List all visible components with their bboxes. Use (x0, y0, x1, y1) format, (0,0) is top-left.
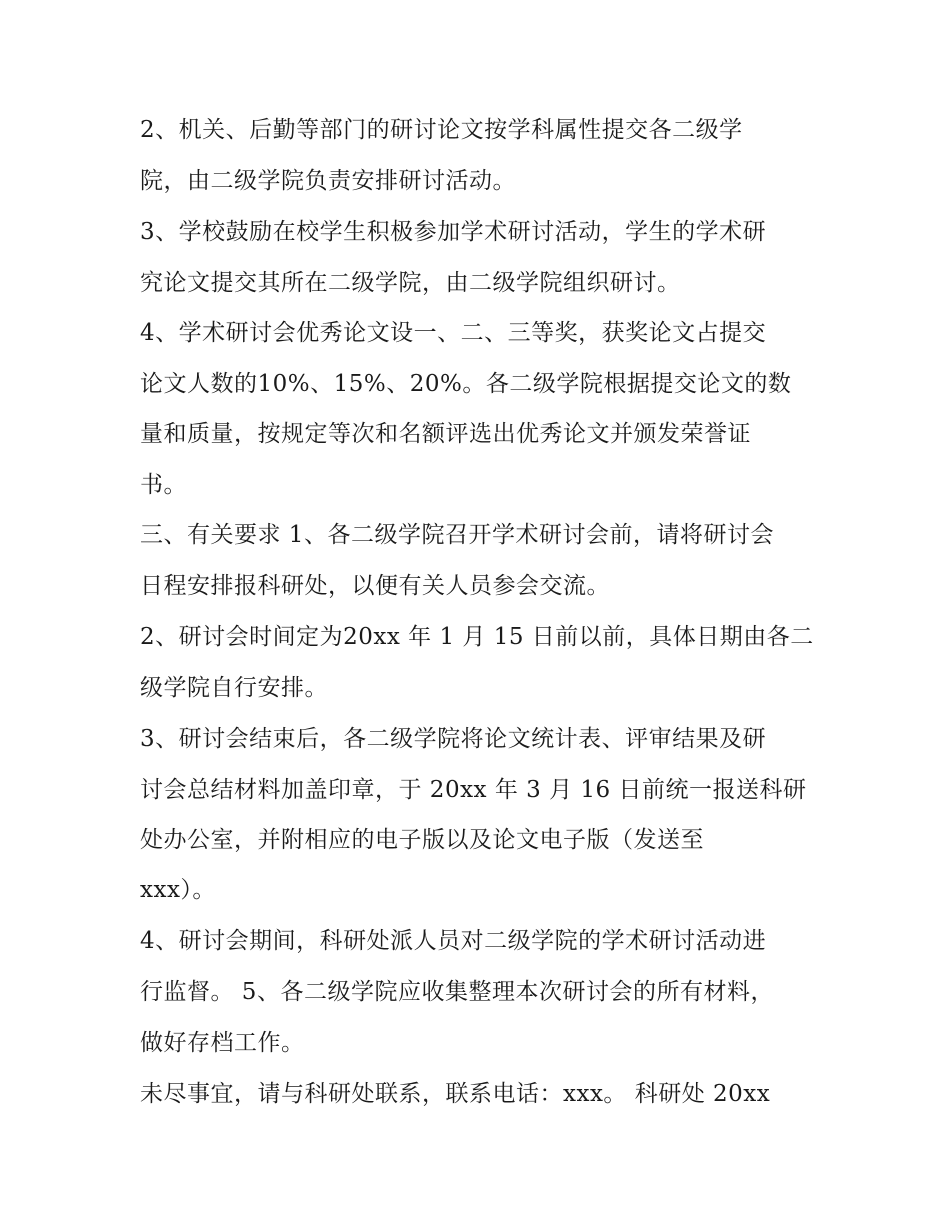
text-line: 讨会总结材料加盖印章，于 20xx 年 3 月 16 日前统一报送科研 (140, 777, 807, 803)
text-line: 3、研讨会结束后，各二级学院将论文统计表、评审结果及研 (140, 726, 767, 752)
text-line: 4、学术研讨会优秀论文设一、二、三等奖，获奖论文占提交 (140, 320, 767, 346)
text-line: xxx）。 (140, 877, 216, 903)
text-line: 院，由二级学院负责安排研讨活动。 (140, 168, 516, 194)
text-line: 4、研讨会期间，科研处派人员对二级学院的学术研讨活动进 (140, 928, 767, 954)
text-line: 书。 (140, 472, 187, 498)
text-line: 日程安排报科研处，以便有关人员参会交流。 (140, 573, 610, 599)
text-line: 3、学校鼓励在校学生积极参加学术研讨活动，学生的学术研 (140, 219, 767, 245)
text-line: 做好存档工作。 (140, 1030, 305, 1056)
text-line: 处办公室，并附相应的电子版以及论文电子版（发送至 (140, 827, 704, 853)
text-line: 行监督。 5、各二级学院应收集整理本次研讨会的所有材料， (140, 979, 774, 1005)
text-line: 级学院自行安排。 (140, 675, 328, 701)
text-line: 量和质量，按规定等次和名额评选出优秀论文并颁发荣誉证 (140, 421, 751, 447)
text-line: 2、机关、后勤等部门的研讨论文按学科属性提交各二级学 (140, 117, 743, 143)
text-line: 三、有关要求 1、各二级学院召开学术研讨会前，请将研讨会 (140, 522, 774, 548)
text-line: 论文人数的10%、15%、20%。各二级学院根据提交论文的数 (140, 371, 792, 397)
text-line: 未尽事宜，请与科研处联系，联系电话：xxx。 科研处 20xx (140, 1081, 771, 1107)
text-line: 究论文提交其所在二级学院，由二级学院组织研讨。 (140, 270, 681, 296)
text-line: 2、研讨会时间定为20xx 年 1 月 15 日前以前，具体日期由各二 (140, 624, 814, 650)
